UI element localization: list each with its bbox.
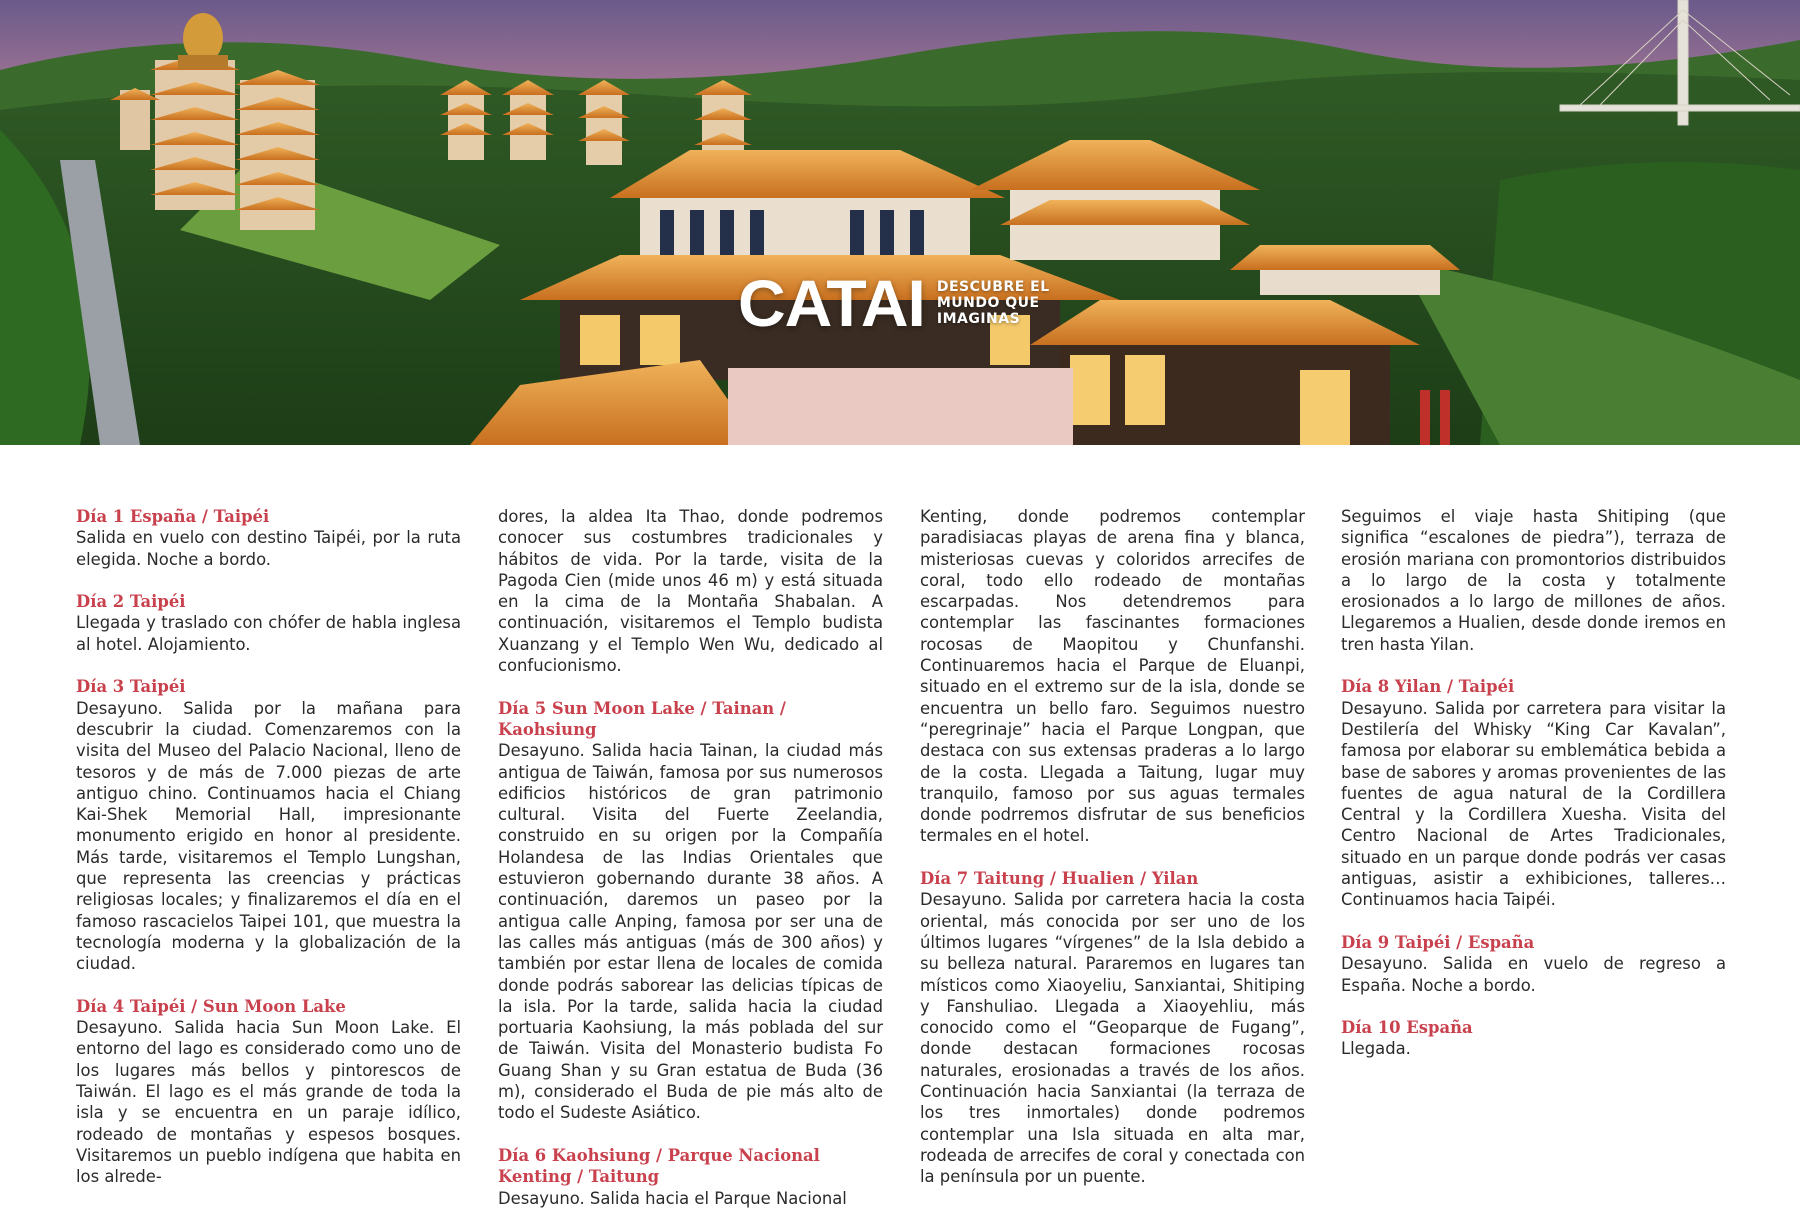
day-text: Salida en vuelo con destino Taipéi, por la ruta elegida. Noche a bordo. — [76, 528, 461, 569]
catai-logo — [738, 268, 1050, 338]
pink-accent-tab — [728, 368, 1073, 445]
continued-text: Seguimos el viaje hasta Shitiping (que significa “escalones de piedra”), terraza de erosión mariana con promontorios distribuidos a lo largo de la costa y totalmente erosionados a lo largo de millones de años. Llegaremos a Hualien, desde donde iremos en tren hasta Yilan. — [1341, 507, 1726, 654]
itinerary-column-3 — [920, 506, 1305, 1209]
day-text: Desayuno. Salida en vuelo de regreso a España. Noche a bordo. — [1341, 954, 1726, 995]
itinerary-columns — [76, 506, 1726, 1208]
day-block — [498, 698, 883, 1124]
day-title: Día 3 Taipéi — [76, 677, 186, 697]
day-title: Día 9 Taipéi / España — [1341, 932, 1535, 952]
brand-tagline: DESCUBRE EL MUNDO QUE IMAGINAS — [936, 279, 1050, 327]
day-text: Desayuno. Salida hacia Sun Moon Lake. El entorno del lago es considerado como uno de los lugares más bellos y pintorescos de Taiwán. El lago es el más grande de toda la isla y se encuentra en un paraje idílico, rodeado de montañas y espesos bosques. Visitaremos un pueblo indígena que habita en los alrede- — [76, 1018, 461, 1187]
day-text: Llegada. — [1341, 1039, 1411, 1059]
itinerary-column-4 — [1341, 506, 1726, 1081]
day-title: Día 2 Taipéi — [76, 592, 186, 612]
brand-name: CATAI — [738, 266, 925, 340]
day-block — [498, 1145, 883, 1209]
continued-text: Kenting, donde podremos contemplar paradisiacas playas de arena fina y blanca, misteriosas cuevas y coloridos arrecifes de coral, todo ello rodeado de montañas escarpadas. Nos detendremos para contemplar las fascinantes formaciones rocosas de Maopitou y Chunfanshi. Continuaremos hacia el Parque de Eluanpi, situado en el extremo sur de la isla, donde se encuentra un bello faro. Seguimos nuestro “peregrinaje” hacia el Parque Longpan, que destaca con sus extensas praderas a lo largo de la costa. Llegada a Taitung, lugar muy tranquilo, famoso por sus aguas termales donde podrremos disfrutar de sus beneficios termales en el hotel. — [920, 507, 1305, 846]
day-text: Desayuno. Salida por la mañana para descubrir la ciudad. Comenzaremos con la visita del Museo del Palacio Nacional, lleno de tesoros y de más de 7.000 piezas de arte antiguo chino. Continuamos hacia el Chiang Kai-Shek Memorial Hall, impresionante monumento erigido en honor al presidente. Más tarde, visitaremos el Templo Lungshan, que representa las creencias y prácticas religiosas locales; y finalizaremos el día en el famoso rascacielos Taipei 101, que muestra la tecnología moderna y la globalización de la ciudad. — [76, 698, 461, 974]
hero-photo — [0, 0, 1800, 445]
day-title: Día 8 Yilan / Taipéi — [1341, 677, 1515, 697]
day-text: Desayuno. Salida hacia el Parque Nacional — [498, 1188, 847, 1208]
day-block — [76, 996, 461, 1188]
day-text: Llegada y traslado con chófer de habla inglesa al hotel. Alojamiento. — [76, 613, 461, 654]
day-block — [1341, 676, 1726, 910]
itinerary-column-2 — [498, 506, 883, 1230]
day-block — [76, 506, 461, 570]
day-block — [76, 591, 461, 655]
day-title: Día 1 España / Taipéi — [76, 507, 270, 526]
day-block — [1341, 932, 1726, 996]
day-title: Día 10 España — [1341, 1018, 1473, 1038]
continued-text: dores, la aldea Ita Thao, donde podremos conocer sus costumbres tradicionales y hábitos de vida. Por la tarde, visita de la Pagoda Cien (mide unos 46 m) y está situada en la cima de la Montaña Shabalan. A continuación, visitaremos el Templo budista Xuanzang y el Templo Wen Wu, dedicado al confucionismo. — [498, 507, 883, 676]
day-title: Día 7 Taitung / Hualien / Yilan — [920, 869, 1199, 889]
day-text: Desayuno. Salida hacia Tainan, la ciudad más antigua de Taiwán, famosa por sus numerosos edificios históricos de gran patrimonio cultural. Visita del Fuerte Zeelandia, construido en su origen por la Compañía Holandesa de las Indias Orientales que estuvieron gobernando durante 38 años. A continuación, daremos un paseo por la antigua calle Anping, famosa por ser una de las calles más antiguas (más de 300 años) y también por estar llena de locales de comida donde podrás saborear las delicias típicas de la isla. Por la tarde, salida hacia la ciudad portuaria Kaohsiung, la más poblada del sur de Taiwán. Visita del Monasterio budista Fo Guang Shan y su Gran estatua de Buda (36 m), considerado el Buda de pie más alto de todo el Sudeste Asiático. — [498, 741, 883, 1123]
day-text: Desayuno. Salida por carretera hacia la costa oriental, más conocida por ser uno de los últimos lugares “vírgenes” de la Isla debido a su belleza natural. Pararemos en lugares tan místicos como Xiaoyeliu, Sanxiantai, Shitiping y Fanshuliao. Llegada a Xiaoyehliu, más conocido como el “Geoparque de Fugang”, donde destacan formaciones rocosas naturales, erosionadas a través de los años. Continuación hacia Sanxiantai (la terraza de los tres inmortales) donde podremos contemplar una Isla situada en alta mar, rodeada de arrecifes de coral y conectada con la península por un puente. — [920, 890, 1305, 1187]
day-block — [920, 868, 1305, 1187]
day-text: Desayuno. Salida por carretera para visitar la Destilería del Whisky “King Car Kavalan”, famosa por elaborar su emblemática bebida a base de sabores y aromas provenientes de las fuentes de agua natural de la Cordillera Central y la Cordillera Xuesha. Visita del Centro Nacional de Artes Tradicionales, situado en un parque donde podrás ver casas antiguas, asistir a exhibiciones, talleres… Continuamos hacia Taipéi. — [1341, 698, 1726, 910]
day-block — [1341, 1017, 1726, 1060]
day-title: Día 6 Kaohsiung / Parque Nacional Kenting / Taitung — [498, 1145, 820, 1187]
day-block — [76, 676, 461, 974]
itinerary-column-1 — [76, 506, 461, 1209]
day-title: Día 5 Sun Moon Lake / Tainan / Kaohsiung — [498, 698, 786, 739]
day-title: Día 4 Taipéi / Sun Moon Lake — [76, 996, 346, 1016]
